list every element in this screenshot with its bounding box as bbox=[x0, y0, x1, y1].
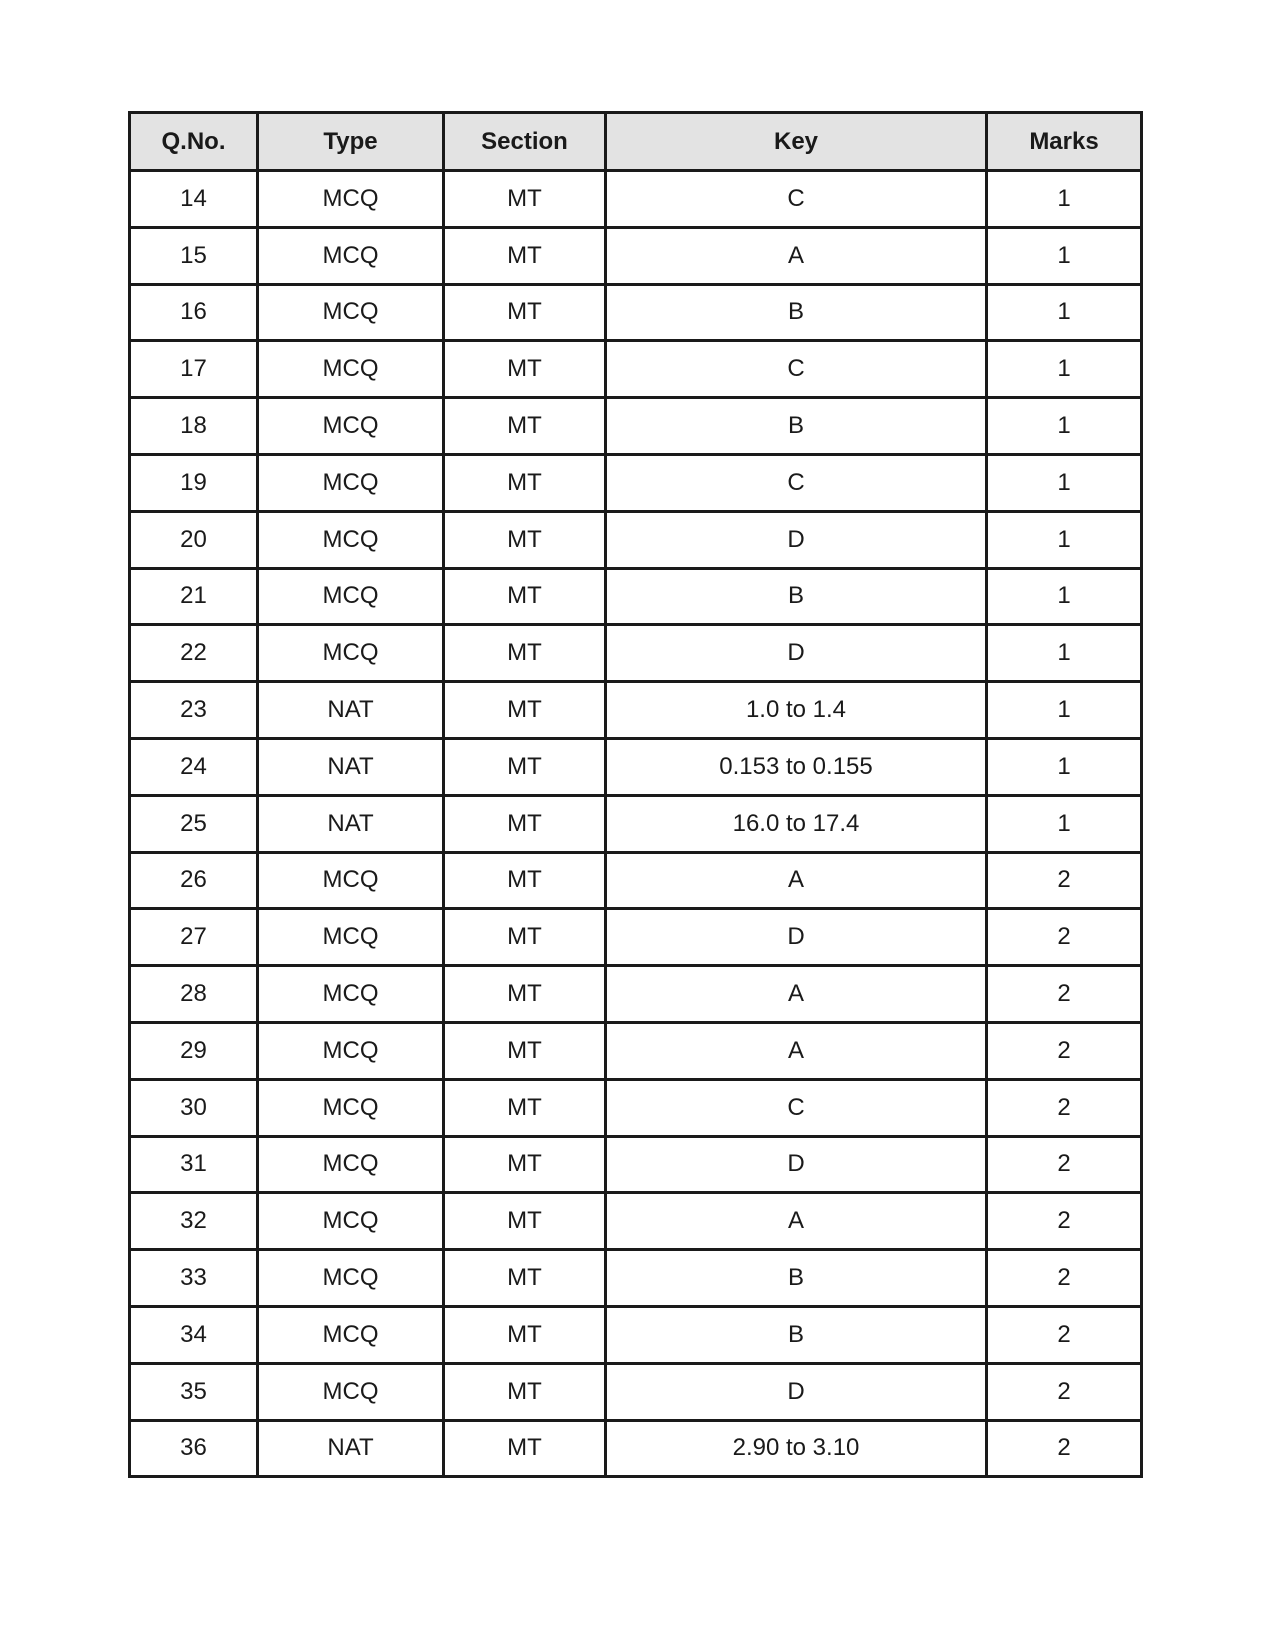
cell-marks: 2 bbox=[987, 909, 1142, 966]
cell-marks: 1 bbox=[987, 568, 1142, 625]
cell-key: C bbox=[606, 1079, 987, 1136]
cell-qno: 19 bbox=[130, 454, 258, 511]
cell-type: NAT bbox=[258, 682, 444, 739]
cell-section: MT bbox=[444, 852, 606, 909]
table-body bbox=[130, 171, 1142, 1477]
cell-section: MT bbox=[444, 1363, 606, 1420]
cell-marks: 2 bbox=[987, 1022, 1142, 1079]
cell-key: 2.90 to 3.10 bbox=[606, 1420, 987, 1477]
cell-type: NAT bbox=[258, 795, 444, 852]
cell-type: MCQ bbox=[258, 1250, 444, 1307]
cell-qno: 30 bbox=[130, 1079, 258, 1136]
cell-marks: 2 bbox=[987, 852, 1142, 909]
cell-section: MT bbox=[444, 454, 606, 511]
cell-key: B bbox=[606, 568, 987, 625]
cell-marks: 2 bbox=[987, 1306, 1142, 1363]
cell-qno: 15 bbox=[130, 227, 258, 284]
cell-section: MT bbox=[444, 966, 606, 1023]
cell-marks: 1 bbox=[987, 511, 1142, 568]
table-row bbox=[130, 1250, 1142, 1307]
cell-marks: 2 bbox=[987, 1420, 1142, 1477]
cell-type: MCQ bbox=[258, 454, 444, 511]
cell-qno: 26 bbox=[130, 852, 258, 909]
header-section: Section bbox=[444, 113, 606, 171]
cell-section: MT bbox=[444, 568, 606, 625]
table-row bbox=[130, 1306, 1142, 1363]
cell-section: MT bbox=[444, 909, 606, 966]
table-row bbox=[130, 341, 1142, 398]
cell-marks: 1 bbox=[987, 171, 1142, 228]
cell-marks: 1 bbox=[987, 398, 1142, 455]
cell-key: B bbox=[606, 284, 987, 341]
cell-section: MT bbox=[444, 341, 606, 398]
cell-key: C bbox=[606, 341, 987, 398]
cell-key: A bbox=[606, 1022, 987, 1079]
cell-type: MCQ bbox=[258, 171, 444, 228]
cell-type: MCQ bbox=[258, 625, 444, 682]
table-row bbox=[130, 682, 1142, 739]
cell-type: MCQ bbox=[258, 1022, 444, 1079]
header-qno: Q.No. bbox=[130, 113, 258, 171]
cell-marks: 2 bbox=[987, 1250, 1142, 1307]
cell-section: MT bbox=[444, 1079, 606, 1136]
cell-marks: 2 bbox=[987, 1136, 1142, 1193]
cell-section: MT bbox=[444, 227, 606, 284]
cell-qno: 32 bbox=[130, 1193, 258, 1250]
cell-qno: 34 bbox=[130, 1306, 258, 1363]
table-row bbox=[130, 909, 1142, 966]
table-row bbox=[130, 852, 1142, 909]
table-row bbox=[130, 1193, 1142, 1250]
table-row bbox=[130, 568, 1142, 625]
cell-key: 16.0 to 17.4 bbox=[606, 795, 987, 852]
cell-section: MT bbox=[444, 398, 606, 455]
cell-qno: 27 bbox=[130, 909, 258, 966]
cell-type: NAT bbox=[258, 1420, 444, 1477]
cell-qno: 23 bbox=[130, 682, 258, 739]
table-row bbox=[130, 1363, 1142, 1420]
cell-key: D bbox=[606, 909, 987, 966]
table-row bbox=[130, 625, 1142, 682]
cell-section: MT bbox=[444, 1420, 606, 1477]
cell-key: 1.0 to 1.4 bbox=[606, 682, 987, 739]
cell-marks: 1 bbox=[987, 341, 1142, 398]
cell-section: MT bbox=[444, 511, 606, 568]
cell-key: B bbox=[606, 1306, 987, 1363]
cell-key: D bbox=[606, 1363, 987, 1420]
cell-marks: 2 bbox=[987, 966, 1142, 1023]
cell-key: 0.153 to 0.155 bbox=[606, 738, 987, 795]
header-marks: Marks bbox=[987, 113, 1142, 171]
cell-type: MCQ bbox=[258, 1363, 444, 1420]
cell-key: C bbox=[606, 454, 987, 511]
cell-type: MCQ bbox=[258, 852, 444, 909]
cell-section: MT bbox=[444, 738, 606, 795]
table-row bbox=[130, 284, 1142, 341]
cell-section: MT bbox=[444, 284, 606, 341]
cell-qno: 33 bbox=[130, 1250, 258, 1307]
cell-type: MCQ bbox=[258, 511, 444, 568]
cell-qno: 14 bbox=[130, 171, 258, 228]
cell-qno: 31 bbox=[130, 1136, 258, 1193]
table-row bbox=[130, 227, 1142, 284]
cell-marks: 2 bbox=[987, 1193, 1142, 1250]
cell-section: MT bbox=[444, 682, 606, 739]
cell-key: A bbox=[606, 227, 987, 284]
cell-key: D bbox=[606, 1136, 987, 1193]
cell-section: MT bbox=[444, 171, 606, 228]
cell-type: MCQ bbox=[258, 1193, 444, 1250]
cell-key: A bbox=[606, 966, 987, 1023]
cell-key: A bbox=[606, 852, 987, 909]
cell-qno: 16 bbox=[130, 284, 258, 341]
cell-marks: 2 bbox=[987, 1079, 1142, 1136]
cell-qno: 17 bbox=[130, 341, 258, 398]
table-row bbox=[130, 966, 1142, 1023]
cell-type: MCQ bbox=[258, 398, 444, 455]
cell-key: D bbox=[606, 511, 987, 568]
cell-qno: 21 bbox=[130, 568, 258, 625]
cell-key: B bbox=[606, 398, 987, 455]
table-row bbox=[130, 738, 1142, 795]
cell-section: MT bbox=[444, 1193, 606, 1250]
cell-type: MCQ bbox=[258, 341, 444, 398]
cell-type: NAT bbox=[258, 738, 444, 795]
cell-qno: 22 bbox=[130, 625, 258, 682]
table-row bbox=[130, 1136, 1142, 1193]
table-row bbox=[130, 1079, 1142, 1136]
cell-key: C bbox=[606, 171, 987, 228]
cell-section: MT bbox=[444, 1136, 606, 1193]
cell-section: MT bbox=[444, 1250, 606, 1307]
cell-key: D bbox=[606, 625, 987, 682]
cell-qno: 24 bbox=[130, 738, 258, 795]
cell-key: B bbox=[606, 1250, 987, 1307]
cell-marks: 2 bbox=[987, 1363, 1142, 1420]
cell-qno: 25 bbox=[130, 795, 258, 852]
table-row bbox=[130, 511, 1142, 568]
cell-section: MT bbox=[444, 1022, 606, 1079]
cell-marks: 1 bbox=[987, 284, 1142, 341]
header-row bbox=[130, 113, 1142, 171]
table-row bbox=[130, 171, 1142, 228]
cell-qno: 29 bbox=[130, 1022, 258, 1079]
cell-marks: 1 bbox=[987, 738, 1142, 795]
cell-type: MCQ bbox=[258, 909, 444, 966]
table-row bbox=[130, 454, 1142, 511]
cell-type: MCQ bbox=[258, 568, 444, 625]
table-row bbox=[130, 398, 1142, 455]
cell-type: MCQ bbox=[258, 1079, 444, 1136]
cell-marks: 1 bbox=[987, 227, 1142, 284]
cell-section: MT bbox=[444, 795, 606, 852]
table-row bbox=[130, 1022, 1142, 1079]
cell-section: MT bbox=[444, 625, 606, 682]
header-type: Type bbox=[258, 113, 444, 171]
cell-type: MCQ bbox=[258, 966, 444, 1023]
cell-qno: 20 bbox=[130, 511, 258, 568]
cell-type: MCQ bbox=[258, 284, 444, 341]
table-row bbox=[130, 1420, 1142, 1477]
cell-qno: 35 bbox=[130, 1363, 258, 1420]
answer-key-table bbox=[128, 111, 1143, 1478]
cell-marks: 1 bbox=[987, 625, 1142, 682]
cell-type: MCQ bbox=[258, 227, 444, 284]
cell-qno: 28 bbox=[130, 966, 258, 1023]
cell-key: A bbox=[606, 1193, 987, 1250]
header-key: Key bbox=[606, 113, 987, 171]
cell-marks: 1 bbox=[987, 682, 1142, 739]
cell-section: MT bbox=[444, 1306, 606, 1363]
cell-marks: 1 bbox=[987, 454, 1142, 511]
cell-type: MCQ bbox=[258, 1306, 444, 1363]
cell-type: MCQ bbox=[258, 1136, 444, 1193]
cell-qno: 18 bbox=[130, 398, 258, 455]
cell-qno: 36 bbox=[130, 1420, 258, 1477]
table-row bbox=[130, 795, 1142, 852]
cell-marks: 1 bbox=[987, 795, 1142, 852]
